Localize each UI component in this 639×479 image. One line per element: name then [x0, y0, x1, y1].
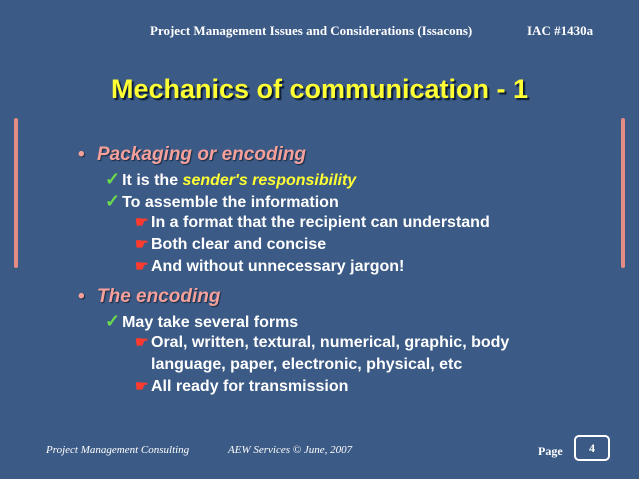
pointing-hand-icon: ☛ [135, 214, 149, 231]
pointing-hand-icon: ☛ [135, 258, 149, 275]
bullet-encoding [78, 284, 598, 310]
sub-item-text: It is the [122, 172, 183, 189]
sub-item [78, 190, 598, 212]
sub-item [78, 310, 598, 332]
sub-item-text: To assemble the information [122, 194, 339, 211]
bullet-packaging [78, 142, 598, 168]
page-number: 4 [574, 435, 610, 461]
page-label: Page [538, 444, 563, 458]
detail-item [78, 256, 598, 278]
header-code: IAC #1430a [527, 23, 594, 38]
detail-text: Both clear and concise [151, 236, 327, 253]
checkmark-icon: ✓ [105, 311, 121, 331]
detail-item [78, 234, 598, 256]
detail-text: Oral, written, textural, numerical, graphic, body language, paper, electronic, physical, etc [151, 334, 510, 373]
bullet-text: Packaging or encoding [97, 144, 307, 165]
detail-text: All ready for transmission [151, 378, 349, 395]
detail-text: In a format that the recipient can understand [151, 214, 490, 231]
sub-item-text: May take several forms [122, 314, 299, 331]
detail-text: And without unnecessary jargon! [151, 258, 405, 275]
footer-copyright: AEW Services © June, 2007 [228, 444, 353, 456]
detail-item [78, 376, 598, 398]
sub-item [78, 168, 598, 190]
sub-item-emphasis: sender's responsibility [182, 172, 357, 189]
detail-item [78, 212, 598, 234]
bullet-icon: • [78, 286, 85, 307]
checkmark-icon: ✓ [105, 191, 121, 211]
pointing-hand-icon: ☛ [135, 236, 149, 253]
bullet-icon: • [78, 144, 85, 165]
left-decor-bar [14, 118, 18, 268]
slide-title: Mechanics of communication - 1 [110, 74, 529, 104]
header-title: Project Management Issues and Considerations (Issacons) [150, 23, 473, 38]
bullet-text: The encoding [97, 286, 221, 307]
pointing-hand-icon: ☛ [135, 378, 149, 395]
pointing-hand-icon: ☛ [135, 334, 149, 351]
slide-body [78, 142, 598, 398]
slide-header [0, 23, 639, 41]
footer-company: Project Management Consulting [46, 444, 190, 456]
slide-footer [0, 442, 639, 462]
right-decor-bar [621, 118, 625, 268]
checkmark-icon: ✓ [105, 169, 121, 189]
detail-item [78, 332, 598, 376]
